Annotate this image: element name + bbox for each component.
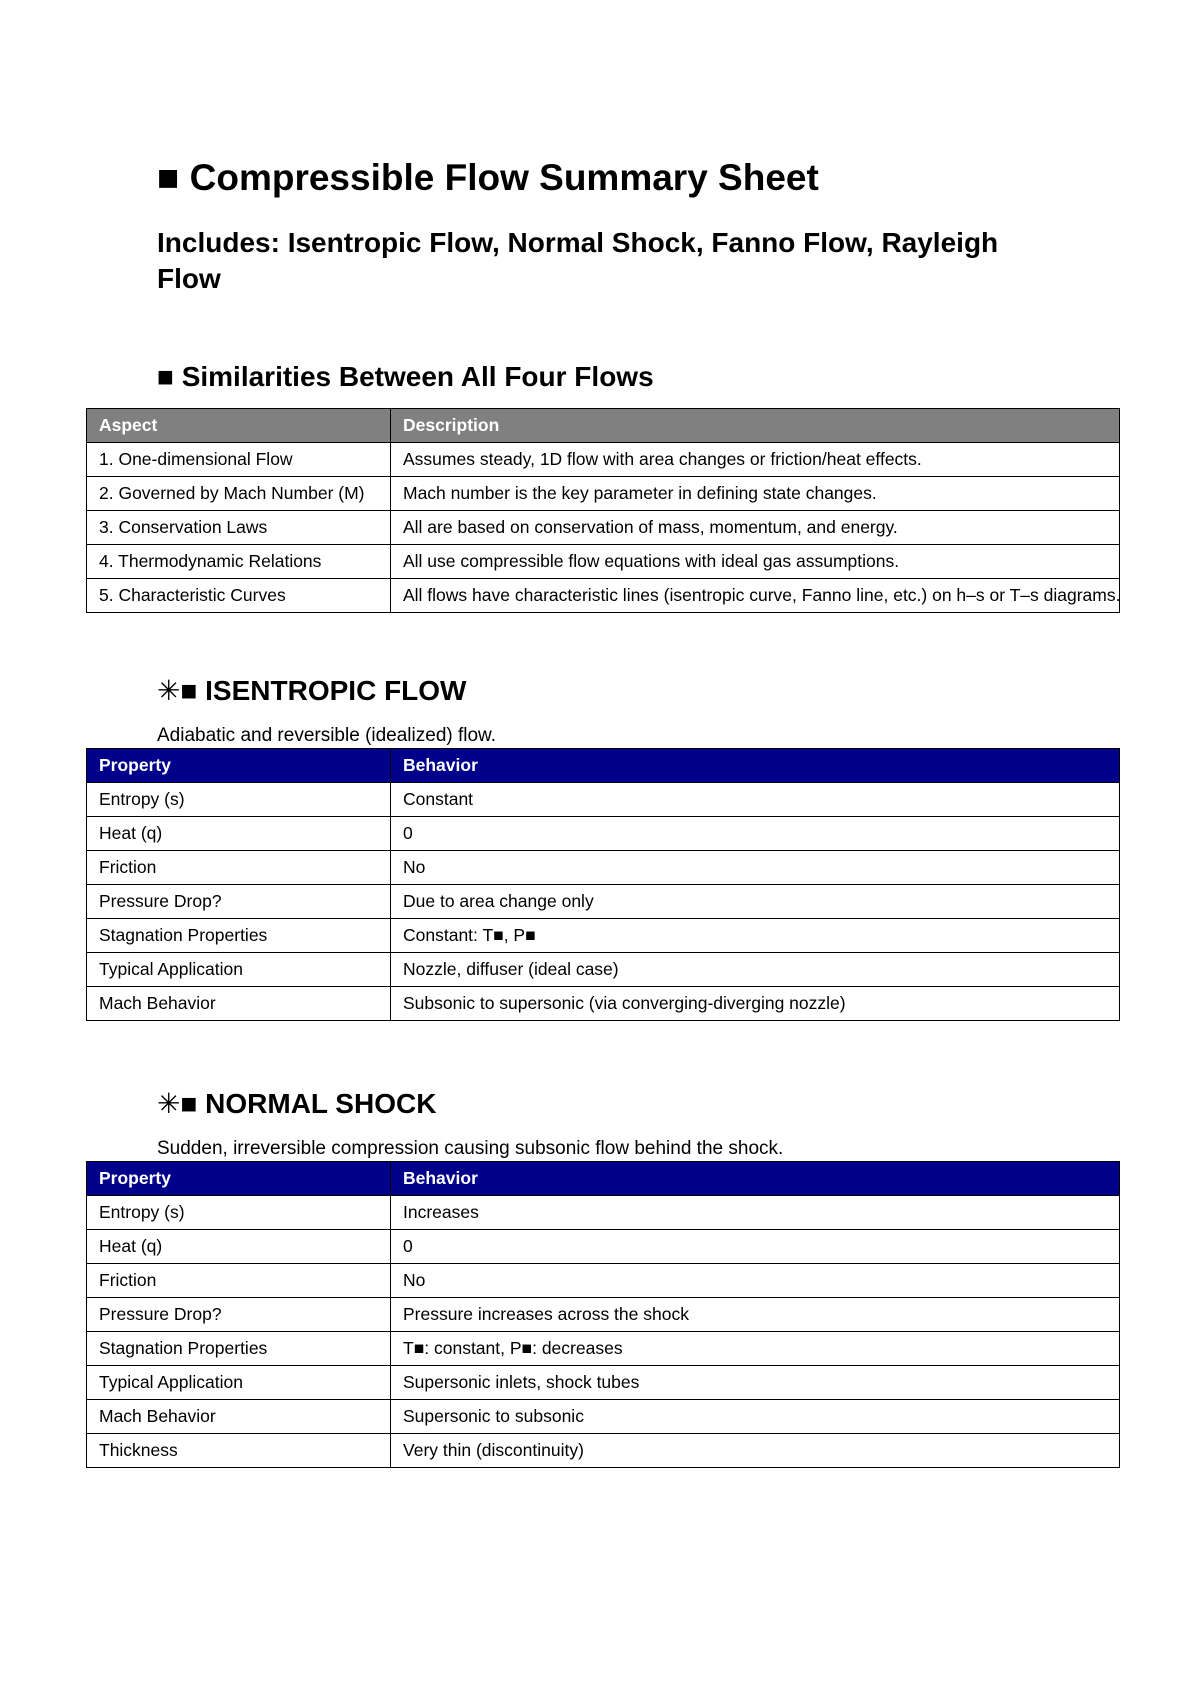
property-cell: Mach Behavior: [87, 1400, 391, 1434]
behavior-cell: Supersonic to subsonic: [391, 1400, 1120, 1434]
table-row: [87, 579, 1120, 613]
table-row: [87, 1264, 1120, 1298]
behavior-cell: No: [391, 1264, 1120, 1298]
table-row: [87, 851, 1120, 885]
aspect-cell: 2. Governed by Mach Number (M): [87, 477, 391, 511]
property-cell: Heat (q): [87, 817, 391, 851]
table-row: [87, 545, 1120, 579]
aspect-cell: 1. One-dimensional Flow: [87, 443, 391, 477]
column-header-behavior: Behavior: [391, 1162, 1120, 1196]
aspect-cell: 3. Conservation Laws: [87, 511, 391, 545]
table-header-row: [87, 409, 1120, 443]
similarities-table: [86, 408, 1120, 613]
table-header-row: [87, 1162, 1120, 1196]
column-header-property: Property: [87, 1162, 391, 1196]
normal-shock-table: [86, 1161, 1120, 1468]
behavior-cell: Pressure increases across the shock: [391, 1298, 1120, 1332]
property-cell: Pressure Drop?: [87, 1298, 391, 1332]
property-cell: Typical Application: [87, 1366, 391, 1400]
column-header-description: Description: [391, 409, 1120, 443]
table-row: [87, 477, 1120, 511]
document-subtitle: Includes: Isentropic Flow, Normal Shock, Fanno Flow, Rayleigh Flow: [157, 227, 999, 294]
behavior-cell: Constant: T■, P■: [391, 919, 1120, 953]
table-row: [87, 953, 1120, 987]
normal-shock-description: Sudden, irreversible compression causing subsonic flow behind the shock.: [157, 1138, 784, 1159]
behavior-cell: Very thin (discontinuity): [391, 1434, 1120, 1468]
behavior-cell: Supersonic inlets, shock tubes: [391, 1366, 1120, 1400]
property-cell: Thickness: [87, 1434, 391, 1468]
table-row: [87, 1332, 1120, 1366]
behavior-cell: 0: [391, 817, 1120, 851]
property-cell: Typical Application: [87, 953, 391, 987]
table-row: [87, 987, 1120, 1021]
table-row: [87, 1230, 1120, 1264]
table-row: [87, 817, 1120, 851]
description-cell: All are based on conservation of mass, momentum, and energy.: [391, 511, 1120, 545]
description-cell: All flows have characteristic lines (isentropic curve, Fanno line, etc.) on h–s or T–s diagrams.: [391, 579, 1120, 613]
behavior-cell: Subsonic to supersonic (via converging-diverging nozzle): [391, 987, 1120, 1021]
table-row: [87, 1366, 1120, 1400]
table-row: [87, 511, 1120, 545]
table-row: [87, 1434, 1120, 1468]
property-cell: Entropy (s): [87, 1196, 391, 1230]
property-cell: Entropy (s): [87, 783, 391, 817]
table-row: [87, 919, 1120, 953]
description-cell: Assumes steady, 1D flow with area changes or friction/heat effects.: [391, 443, 1120, 477]
property-cell: Stagnation Properties: [87, 1332, 391, 1366]
property-cell: Pressure Drop?: [87, 885, 391, 919]
behavior-cell: Increases: [391, 1196, 1120, 1230]
aspect-cell: 5. Characteristic Curves: [87, 579, 391, 613]
behavior-cell: 0: [391, 1230, 1120, 1264]
table-row: [87, 1196, 1120, 1230]
document-title: ■ Compressible Flow Summary Sheet: [157, 157, 819, 198]
property-cell: Heat (q): [87, 1230, 391, 1264]
column-header-property: Property: [87, 749, 391, 783]
isentropic-heading: ✳■ ISENTROPIC FLOW: [157, 675, 467, 706]
aspect-cell: 4. Thermodynamic Relations: [87, 545, 391, 579]
property-cell: Stagnation Properties: [87, 919, 391, 953]
similarities-heading: ■ Similarities Between All Four Flows: [157, 361, 654, 392]
behavior-cell: No: [391, 851, 1120, 885]
column-header-aspect: Aspect: [87, 409, 391, 443]
table-row: [87, 1400, 1120, 1434]
behavior-cell: Nozzle, diffuser (ideal case): [391, 953, 1120, 987]
description-cell: All use compressible flow equations with ideal gas assumptions.: [391, 545, 1120, 579]
property-cell: Friction: [87, 851, 391, 885]
behavior-cell: T■: constant, P■: decreases: [391, 1332, 1120, 1366]
table-row: [87, 443, 1120, 477]
isentropic-table: [86, 748, 1120, 1021]
table-row: [87, 783, 1120, 817]
column-header-behavior: Behavior: [391, 749, 1120, 783]
table-row: [87, 1298, 1120, 1332]
property-cell: Friction: [87, 1264, 391, 1298]
property-cell: Mach Behavior: [87, 987, 391, 1021]
behavior-cell: Constant: [391, 783, 1120, 817]
table-header-row: [87, 749, 1120, 783]
behavior-cell: Due to area change only: [391, 885, 1120, 919]
description-cell: Mach number is the key parameter in defining state changes.: [391, 477, 1120, 511]
table-row: [87, 885, 1120, 919]
isentropic-description: Adiabatic and reversible (idealized) flow.: [157, 725, 497, 746]
normal-shock-heading: ✳■ NORMAL SHOCK: [157, 1088, 437, 1119]
